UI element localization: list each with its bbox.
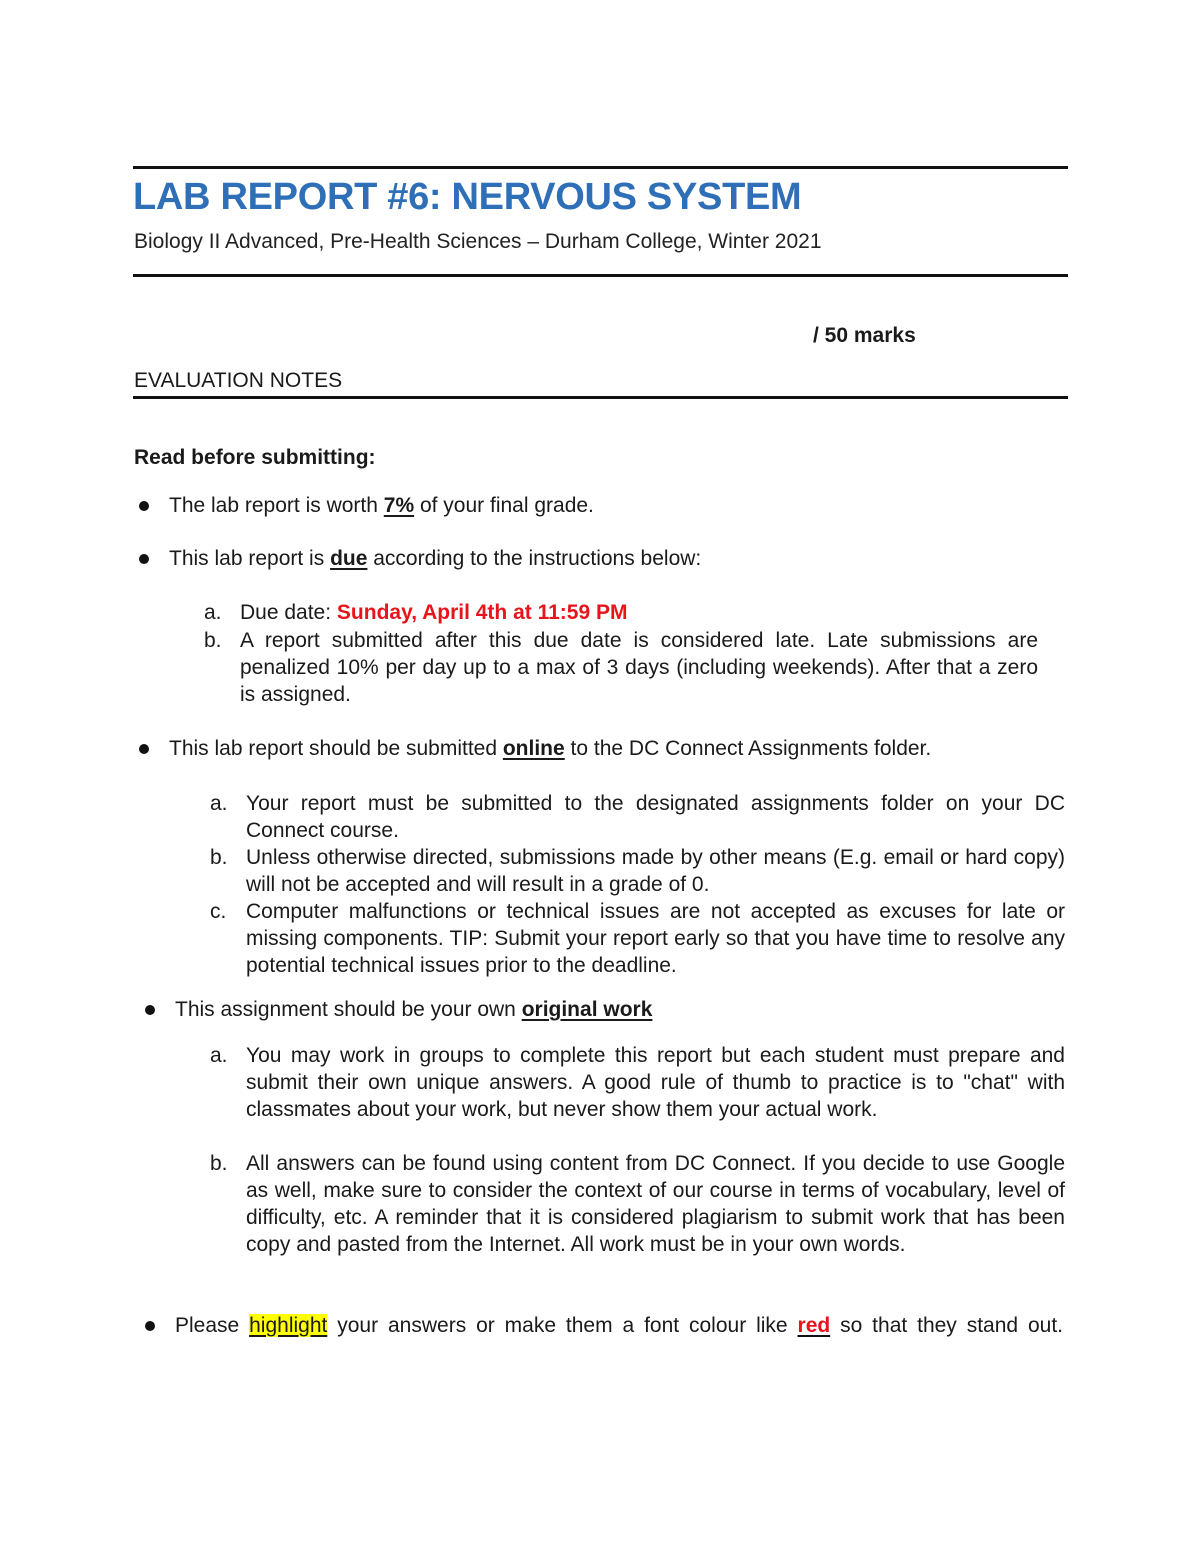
total-marks: / 50 marks: [813, 324, 916, 347]
bullet-icon: [139, 501, 149, 511]
top-rule: [133, 166, 1068, 169]
grade-percent: 7%: [383, 494, 415, 517]
read-before-heading: Read before submitting:: [134, 446, 376, 469]
original-work-emphasis: original work: [521, 998, 653, 1021]
bullet-icon: [145, 1321, 155, 1331]
header-bottom-rule: [133, 274, 1068, 277]
red-example: red: [797, 1314, 831, 1337]
highlight-example: highlight: [249, 1314, 328, 1337]
online-emphasis: online: [502, 737, 565, 760]
due-date: Sunday, April 4th at 11:59 PM: [336, 601, 628, 624]
bullet-icon: [139, 554, 149, 564]
page-title: LAB REPORT #6: NERVOUS SYSTEM: [133, 176, 802, 218]
due-emphasis: due: [330, 547, 368, 570]
page-subtitle: Biology II Advanced, Pre-Health Sciences – Durham College, Winter 2021: [134, 230, 822, 253]
bullet-icon: [145, 1005, 155, 1015]
section-rule: [133, 396, 1068, 399]
section-heading: EVALUATION NOTES: [134, 369, 343, 392]
bullet-icon: [139, 744, 149, 754]
